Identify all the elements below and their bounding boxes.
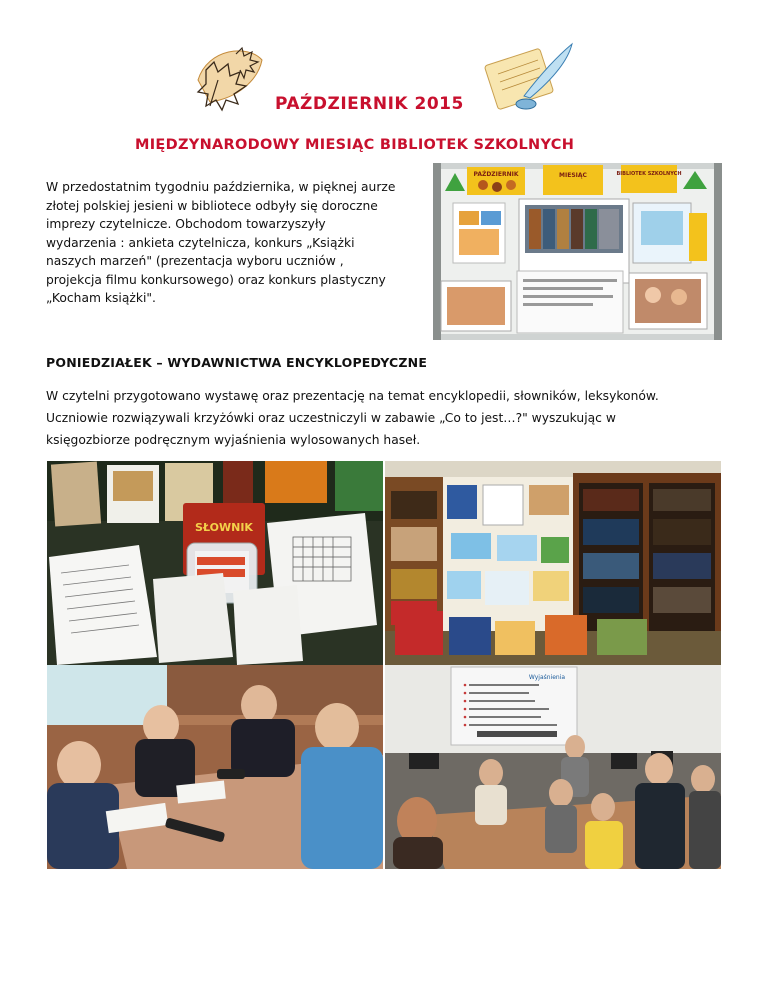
section-heading-monday: PONIEDZIAŁEK – WYDAWNICTWA ENCYKLOPEDYCZNE bbox=[46, 355, 428, 370]
intro-line: projekcja filmu konkursowego) oraz konkurs plastyczny bbox=[46, 272, 386, 287]
projector-screen-title: Wyjaśnienia bbox=[528, 674, 566, 681]
page-subtitle: MIĘDZYNARODOWY MIESIĄC BIBLIOTEK SZKOLNYCH bbox=[135, 137, 575, 153]
section-monday-paragraph bbox=[46, 385, 736, 451]
autumn-leaves-icon bbox=[188, 40, 270, 112]
crossword-table-photo bbox=[47, 461, 383, 665]
paragraph-line: Uczniowie rozwiązywali krzyżówki oraz uczestniczyli w zabawie „Co to jest…?" wyszukując w bbox=[46, 411, 616, 425]
dictionary-cover-label: SŁOWNIK bbox=[195, 521, 253, 534]
poster-board-photo bbox=[433, 163, 722, 340]
intro-paragraph bbox=[46, 178, 426, 308]
students-classroom-photo-right bbox=[385, 665, 721, 869]
paragraph-line: W czytelni przygotowano wystawę oraz prezentację na temat encyklopedii, słowników, leksykonów. bbox=[46, 389, 659, 403]
poster-label: PAŹDZIERNIK bbox=[473, 171, 519, 178]
bookshelf-display-photo bbox=[385, 461, 721, 665]
paragraph-line: księgozbiorze podręcznym wyjaśnienia wylosowanych haseł. bbox=[46, 433, 421, 447]
intro-line: W przedostatnim tygodniu października, w pięknej aurze bbox=[46, 180, 396, 194]
intro-line: imprezy czytelnicze. Obchodom towarzyszyły bbox=[46, 217, 326, 231]
intro-line: „Kocham książki". bbox=[46, 291, 156, 305]
quill-paper-icon bbox=[484, 40, 576, 112]
intro-line: naszych marzeń" (prezentacja wyboru uczniów , bbox=[46, 254, 344, 268]
students-classroom-photo-left bbox=[47, 665, 383, 869]
intro-line: wydarzenia : ankieta czytelnicza, konkurs „Książki bbox=[46, 235, 355, 250]
poster-label: BIBLIOTEK SZKOLNYCH bbox=[616, 171, 682, 177]
poster-label: MIESIĄC bbox=[559, 172, 587, 179]
page-title: PAŹDZIERNIK 2015 bbox=[275, 94, 464, 114]
intro-line: złotej polskiej jesieni w bibliotece odbyły się doroczne bbox=[46, 198, 378, 213]
